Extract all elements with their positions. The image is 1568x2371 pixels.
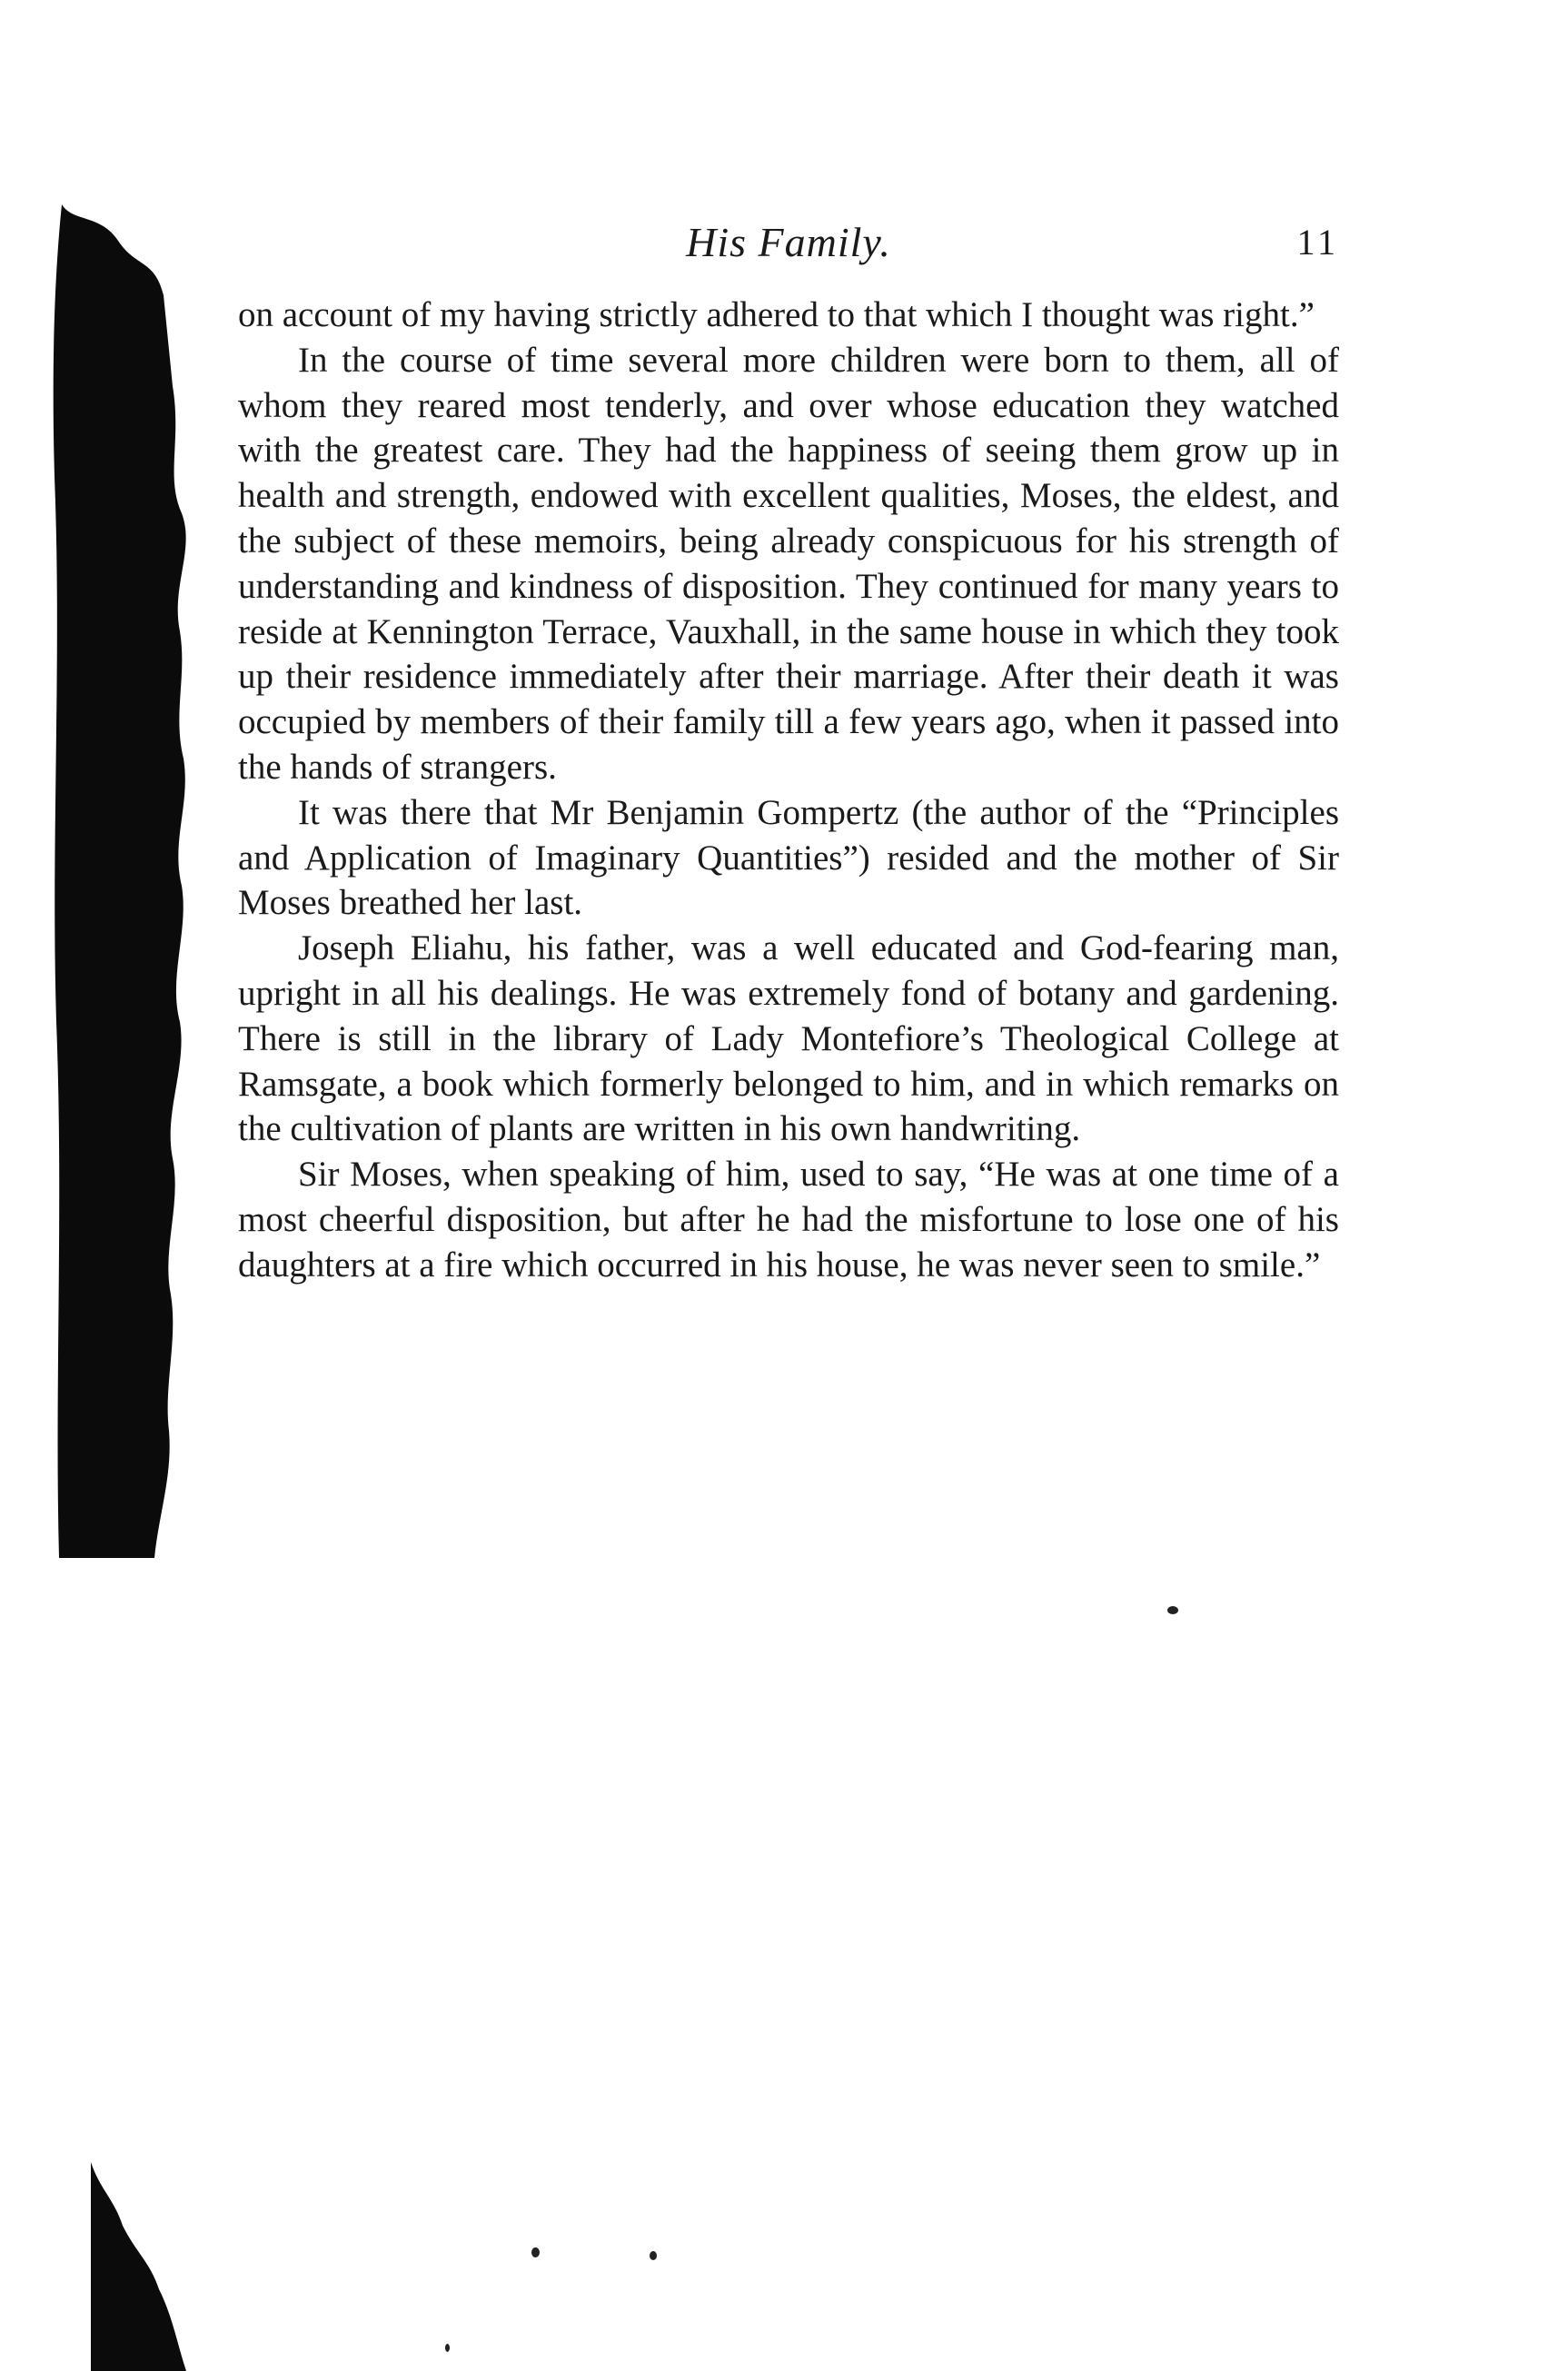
paragraph: Sir Moses, when speaking of him, used to say, “He was at one time of a most cheerful disposition, but after he had the misfortune to lose one of his daughters at a fire which occurred in his house, he was never seen to smile.” <box>238 1155 1339 1285</box>
paragraph: In the course of time several more children were born to them, all of whom they reared most tenderly, and over whose education they watched with the greatest care. They had the happiness of seeing them grow up in health and strength, endowed with excellent qualities, Moses, the eldest, and the subject of these memoirs, being already conspicuous for his strength of understanding and kindness of disposition. They continued for many years to reside at Kennington Terrace, Vauxhall, in the same house in which they took up their residence immediately after their marriage. After their death it was occupied by members of their family till a few years ago, when it passed into the hands of strangers. <box>238 340 1339 787</box>
paragraph: It was there that Mr Benjamin Gompertz (the author of the “Principles and Application of Imaginary Quantities”) resided and the mother of Sir Moses breathed her last. <box>238 792 1339 923</box>
body-text <box>238 293 1339 1288</box>
running-head <box>238 211 1339 274</box>
scan-edge-shadow-lower <box>86 2162 204 2371</box>
page-number: 11 <box>1296 222 1339 263</box>
paragraph: Joseph Eliahu, his father, was a well educated and God-fearing man, upright in all his dealings. He was extremely fond of botany and gardening. There is still in the library of Lady Montefiore’s Theological College at Ramsgate, a book which formerly belonged to him, and in which remarks on the cultivation of plants are written in his own handwriting. <box>238 928 1339 1149</box>
ink-speck <box>650 2251 657 2260</box>
ink-speck <box>445 2344 450 2352</box>
ink-speck <box>1167 1606 1178 1614</box>
running-title: His Family. <box>686 219 891 265</box>
ink-speck <box>531 2247 540 2257</box>
paragraph-continuation: on account of my having strictly adhered to that which I thought was right.” <box>238 295 1315 334</box>
scan-edge-shadow <box>45 204 191 1558</box>
